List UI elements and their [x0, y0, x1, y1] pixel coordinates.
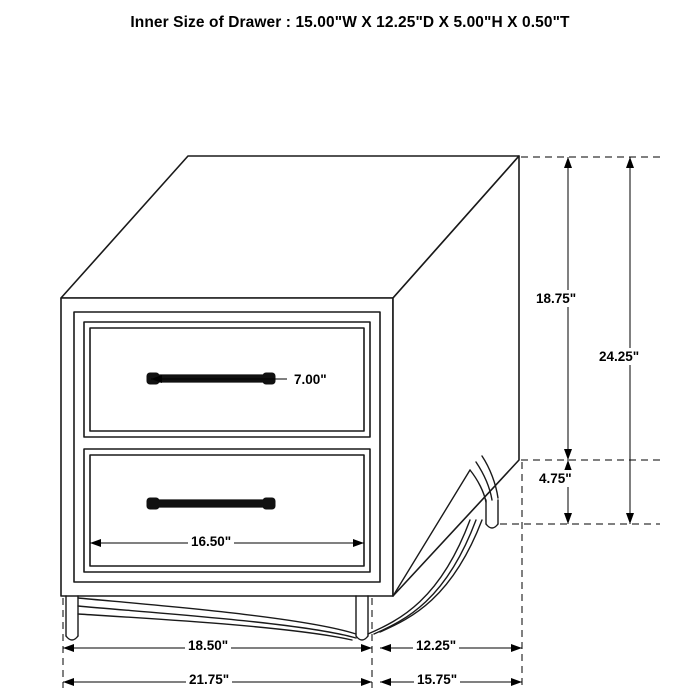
dimension-label-height-upper: 18.75" — [533, 290, 579, 307]
dimension-label-leg: 4.75" — [536, 470, 575, 487]
dimension-label-base-front: 18.50" — [185, 637, 231, 654]
dimension-label-depth-overall: 15.75" — [414, 671, 460, 688]
dimension-label-width-overall: 21.75" — [186, 671, 232, 688]
dimension-label-depth-side: 12.25" — [413, 637, 459, 654]
dimension-label-height-total: 24.25" — [596, 348, 642, 365]
dimension-label-handle-upper: 7.00" — [291, 371, 330, 388]
lower-drawer-handle — [147, 498, 275, 509]
dimension-label-drawer-lower: 16.50" — [188, 533, 234, 550]
page-title: Inner Size of Drawer : 15.00"W X 12.25"D X 5.00"H X 0.50"T — [130, 14, 570, 31]
